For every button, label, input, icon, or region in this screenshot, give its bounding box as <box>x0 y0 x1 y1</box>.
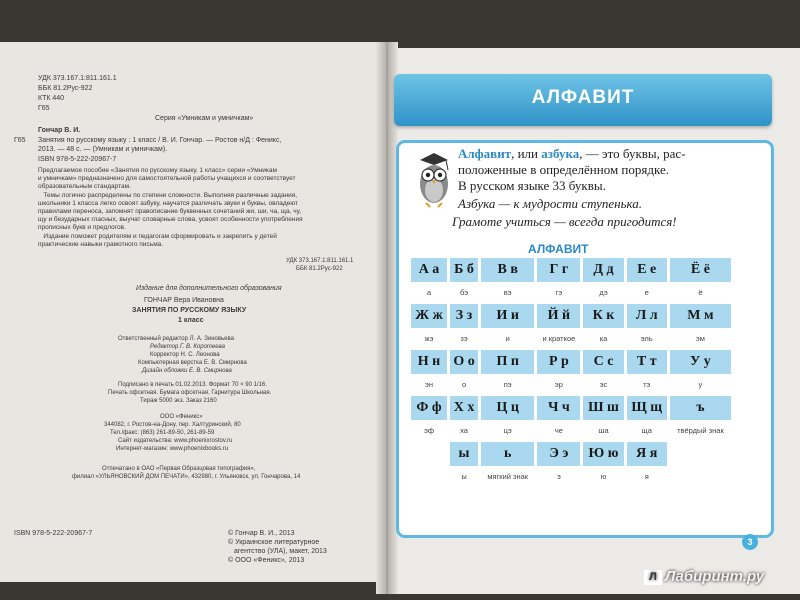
credit-2: Редактор Г. В. Коротеева <box>150 344 225 350</box>
name-cell: эр <box>537 374 580 396</box>
letter-cell: А а <box>411 258 447 282</box>
letter-cell: О о <box>450 350 478 374</box>
name-cell: эм <box>670 328 731 350</box>
publisher-phone: Тел./факс: (863) 261-89-50, 261-89-59 <box>110 430 215 436</box>
name-cell: твёрдый знак <box>670 420 731 442</box>
letter-cell: М м <box>670 304 731 328</box>
print-info-3: Тираж 5000 экз. Заказ 2160 <box>140 398 217 404</box>
letter-cell: Н н <box>411 350 447 374</box>
letter-cell: Ц ц <box>481 396 534 420</box>
page-number: 3 <box>742 534 758 550</box>
name-cell: зэ <box>450 328 478 350</box>
udk-code-2: УДК 373.167.1:811.161.1 <box>286 258 354 264</box>
annotation: Предлагаемое пособие «Занятия по русскому языку. 1 класс» серии «Умникам и умничкам» предназначено для самостоятельной работы учащихся и соответствует образовательным стандартам. Темы логично распределены по степени сложности. Выполняя различные задания, школьники 1 класса легко освоят азбуку, научатся различать звуки и буквы, овладеют правилами переноса, запомнят правописание буквенных сочетаний жи, ши, ча, ща, чу, щу и безударных гласных, выучат словарные слова, усвоят особенности употребления прописных букв и предлогов. Издание поможет родителям и педагогам сформировать и закрепить у детей практические навыки грамотного письма. <box>38 167 303 248</box>
isbn-bottom: ISBN 978-5-222-20967-7 <box>14 530 93 537</box>
author-mark-2: Г65 <box>14 137 26 144</box>
name-cell: жэ <box>411 328 447 350</box>
name-cell: у <box>670 374 731 396</box>
name-cell: а <box>411 282 447 304</box>
intro-text-b: , — это буквы, рас- <box>579 146 686 161</box>
table-row <box>411 304 731 328</box>
letter-cell: У у <box>670 350 731 374</box>
word-alphabet: Алфавит <box>458 146 512 161</box>
letter-cell: ы <box>450 442 478 466</box>
book-gutter <box>376 42 398 594</box>
full-author: ГОНЧАР Вера Ивановна <box>144 297 224 304</box>
publisher-shop: Интернет-магазин: www.phoenixbooks.ru <box>116 446 229 452</box>
letter-cell: И и <box>481 304 534 328</box>
credit-3: Корректор Н. С. Леонова <box>150 352 220 358</box>
table-title: АЛФАВИТ <box>528 242 589 256</box>
intro-line-2: положенные в определённом порядке. <box>458 162 669 177</box>
name-cell: о <box>450 374 478 396</box>
printed-by-2: филиал «УЛЬЯНОВСКИЙ ДОМ ПЕЧАТИ», 432980, г. Ульяновск, ул. Гончарова, 14 <box>72 474 301 480</box>
watermark-logo-icon: Л <box>644 570 662 585</box>
alphabet-banner <box>394 74 772 126</box>
name-cell: ща <box>627 420 667 442</box>
intro-line-1 <box>458 146 686 162</box>
intro-text-a: , или <box>511 146 542 161</box>
letter-cell: Ч ч <box>537 396 580 420</box>
letter-cell: ъ <box>670 396 731 420</box>
publisher-address: 344082, г. Ростов-на-Дону, пер. Халтуринский, 80 <box>104 422 241 428</box>
name-cell: тэ <box>627 374 667 396</box>
watermark <box>644 568 764 585</box>
credit-1: Ответственный редактор Л. А. Зиновьева <box>118 336 234 342</box>
name-cell: э <box>537 466 580 488</box>
series-name: Серия «Умникам и умничкам» <box>155 115 254 122</box>
letter-cell: Э э <box>537 442 580 466</box>
letter-cell: З з <box>450 304 478 328</box>
name-cell: гэ <box>537 282 580 304</box>
letter-cell: П п <box>481 350 534 374</box>
letter-cell: Ё ё <box>670 258 731 282</box>
publisher-site: Сайт издательства: www.phoenixrostov.ru <box>118 438 233 444</box>
letter-cell: В в <box>481 258 534 282</box>
empty-cell <box>670 466 731 488</box>
empty-cell <box>670 442 731 466</box>
copyright-2: © Украинское литературное <box>228 539 320 546</box>
book-title: ЗАНЯТИЯ ПО РУССКОМУ ЯЗЫКУ <box>132 307 247 314</box>
letter-cell: Я я <box>627 442 667 466</box>
name-cell: ша <box>583 420 623 442</box>
printed-by-1: Отпечатано в ОАО «Первая Образцовая типография», <box>102 466 256 472</box>
letter-cell: Ш ш <box>583 396 623 420</box>
proverb-2: Грамоте учиться — всегда пригодится! <box>452 214 677 229</box>
name-cell: эф <box>411 420 447 442</box>
biblio-line-1: Занятия по русскому языку : 1 класс / В. И. Гончар. — Ростов н/Д : Феникс, <box>38 137 282 144</box>
grade: 1 класс <box>178 317 204 324</box>
table-row <box>411 420 731 442</box>
credit-5: Дизайн обложки Е. В. Смирнова <box>142 368 232 374</box>
copyright-1: © Гончар В. И., 2013 <box>228 530 295 537</box>
name-cell: дэ <box>583 282 623 304</box>
table-row <box>411 442 731 466</box>
letter-cell: Х х <box>450 396 478 420</box>
table-row <box>411 396 731 420</box>
name-cell: ка <box>583 328 623 350</box>
edition-note: Издание для дополнительного образования <box>136 285 282 292</box>
name-cell: эн <box>411 374 447 396</box>
letter-cell: Р р <box>537 350 580 374</box>
bbk-code: ББК 81.2Рус-922 <box>38 85 93 92</box>
name-cell: я <box>627 466 667 488</box>
table-row <box>411 282 731 304</box>
credit-4: Компьютерная верстка Е. В. Смирнова <box>138 360 247 366</box>
publisher-name: ООО «Феникс» <box>160 414 203 420</box>
name-cell: ё <box>670 282 731 304</box>
letter-cell: Ф ф <box>411 396 447 420</box>
table-row <box>411 328 731 350</box>
intro-line-3: В русском языке 33 буквы. <box>458 178 606 193</box>
word-azbuka: азбука <box>541 146 580 161</box>
name-cell: мягкий знак <box>481 466 534 488</box>
empty-cell <box>411 442 447 466</box>
name-cell: ы <box>450 466 478 488</box>
letter-cell: Л л <box>627 304 667 328</box>
alphabet-table <box>408 258 734 488</box>
table-row <box>411 350 731 374</box>
copyright-4: © ООО «Феникс», 2013 <box>228 557 305 564</box>
letter-cell: Б б <box>450 258 478 282</box>
table-row <box>411 258 731 282</box>
empty-cell <box>411 466 447 488</box>
letter-cell: Й й <box>537 304 580 328</box>
banner-title: АЛФАВИТ <box>531 87 635 108</box>
name-cell: че <box>537 420 580 442</box>
owl-teacher-icon <box>412 150 456 208</box>
letter-cell: ь <box>481 442 534 466</box>
name-cell: ха <box>450 420 478 442</box>
name-cell: ю <box>583 466 623 488</box>
biblio-line-2: 2013. — 48 с. — (Умникам и умничкам). <box>38 146 168 153</box>
table-row <box>411 466 731 488</box>
letter-cell: Д д <box>583 258 623 282</box>
name-cell: бэ <box>450 282 478 304</box>
name-cell: е <box>627 282 667 304</box>
letter-cell: С с <box>583 350 623 374</box>
letter-cell: Г г <box>537 258 580 282</box>
letter-cell: Е е <box>627 258 667 282</box>
author-name: Гончар В. И. <box>38 127 81 134</box>
table-row <box>411 374 731 396</box>
letter-cell: Ж ж <box>411 304 447 328</box>
print-info-2: Печать офсетная. Бумага офсетная. Гарнитура Школьная. <box>108 390 272 396</box>
letter-cell: К к <box>583 304 623 328</box>
isbn: ISBN 978-5-222-20967-7 <box>38 156 117 163</box>
proverb-1: Азбука — к мудрости ступенька. <box>458 196 643 211</box>
ktk-code: КТК 440 <box>38 95 65 102</box>
name-cell: эс <box>583 374 623 396</box>
name-cell: эль <box>627 328 667 350</box>
udk-code: УДК 373.167.1:811.161.1 <box>38 75 117 82</box>
watermark-text: Лабиринт.ру <box>665 568 765 585</box>
bbk-code-2: ББК 81.2Рус-922 <box>296 266 343 272</box>
name-cell: и краткое <box>537 328 580 350</box>
name-cell: пэ <box>481 374 534 396</box>
name-cell: вэ <box>481 282 534 304</box>
name-cell: и <box>481 328 534 350</box>
name-cell: цэ <box>481 420 534 442</box>
author-mark: Г65 <box>38 105 50 112</box>
letter-cell: Т т <box>627 350 667 374</box>
print-info-1: Подписано в печать 01.02.2013. Формат 70 × 90 1/16. <box>118 382 267 388</box>
copyright-3: агентство (УЛА), макет, 2013 <box>234 548 327 555</box>
letter-cell: Ю ю <box>583 442 623 466</box>
letter-cell: Щ щ <box>627 396 667 420</box>
